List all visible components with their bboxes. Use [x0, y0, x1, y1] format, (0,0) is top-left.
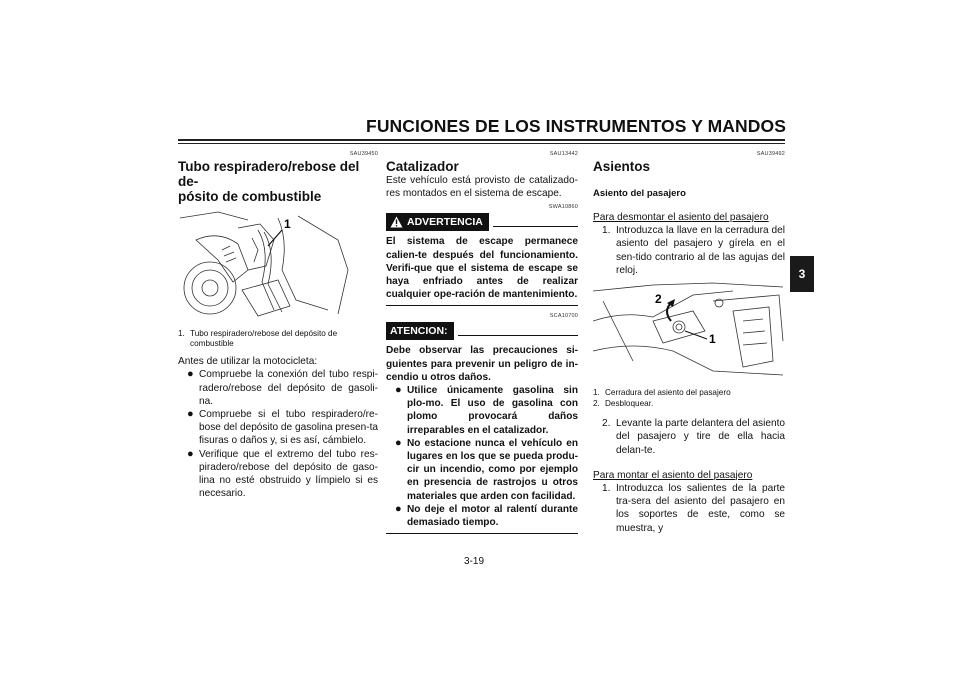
list-item: ● Compruebe la conexión del tubo respi-radero/rebose del depósito de gasoli-na.	[187, 368, 378, 407]
list-item: ● No deje el motor al ralentí durante demasiado tiempo.	[395, 502, 578, 529]
intro-text: Este vehículo está provisto de catalizado-res montados en el sistema de escape.	[386, 175, 578, 200]
bullet-icon: ●	[187, 447, 194, 460]
list-item: ● Compruebe si el tubo respiradero/re-bose del depósito de gasolina presen-ta fisuras o daños y, si es así, cámbielo.	[187, 408, 379, 447]
warning-banner-row	[386, 213, 578, 231]
column-catalyst	[386, 150, 578, 534]
warning-label: ADVERTENCIA	[407, 216, 483, 229]
caution-code: SCA10700	[549, 313, 578, 320]
chapter-tab: 3	[790, 256, 814, 292]
subheading: Asiento del pasajero	[593, 188, 686, 199]
page-number: 3-19	[464, 556, 485, 567]
step-item: 2. Levante la parte delantera del asiento del pasajero y tire de ella hacia delan-te.	[602, 418, 785, 456]
list-item: ● No estacione nunca el vehículo en lugares en los que se pueda produ-cir un incendio, como por ejemplo en presencia de rastrojos u otros materiales que arden con facilidad.	[395, 436, 578, 502]
section-code: SAU39492	[756, 151, 785, 157]
seat-lock-illustration	[593, 281, 785, 381]
section-code: SAU39450	[349, 151, 378, 157]
section-heading: Catalizador	[386, 159, 459, 174]
callout-1: 1	[284, 217, 291, 231]
warning-code: SWA10860	[548, 204, 578, 211]
breather-hose-illustration	[178, 210, 350, 320]
caption-number: 1.	[178, 329, 185, 339]
section-code: SAU13442	[549, 151, 578, 157]
list-item: ● Utilice únicamente gasolina sin plo-mo. El uso de gasolina con plomo provocará daños irreparables en el catalizador.	[395, 384, 578, 436]
bullet-icon: ●	[395, 384, 402, 397]
caution-banner-row	[386, 322, 578, 340]
warning-text: El sistema de escape permanece calien-te después del funcionamiento. Verifi-que que el sistema de escape se haya enfriado antes de realizar cualquier ope-ración de mantenimiento.	[386, 236, 578, 301]
figure-caption	[178, 329, 378, 349]
bullet-icon: ●	[395, 436, 402, 449]
procedure-title: Para montar el asiento del pasajero	[593, 469, 753, 481]
title-rule	[178, 139, 785, 141]
intro-text: Antes de utilizar la motocicleta:	[178, 356, 318, 368]
warning-end-rule	[386, 305, 578, 306]
figure-caption: 2. Desbloquear.	[593, 399, 654, 409]
banner-line	[458, 335, 578, 336]
warning-banner	[386, 213, 489, 231]
figure-caption: 1. Cerradura del asiento del pasajero	[593, 388, 731, 398]
bullet-icon: ●	[187, 368, 194, 381]
column-seats	[593, 150, 785, 535]
caution-end-rule	[386, 533, 578, 534]
caution-banner	[386, 322, 454, 340]
step-item: 1. Introduzca la llave en la cerradura del asiento del pasajero y gírela en el sen-tido contrario al de las agujas del reloj.	[602, 225, 785, 276]
section-heading	[178, 159, 378, 204]
section-heading: Asientos	[593, 159, 651, 174]
caution-text: Debe observar las precauciones si-guientes para prevenir un peligro de in-cendio u otros daños.	[386, 345, 578, 383]
bullet-icon: ●	[187, 408, 194, 421]
procedure-title: Para desmontar el asiento del pasajero	[593, 212, 769, 223]
title-rule-thin	[178, 143, 785, 144]
page-title: FUNCIONES DE LOS INSTRUMENTOS Y MANDOS	[366, 116, 786, 136]
caption-text: Tubo respiradero/rebose del depósito de combustible	[190, 329, 338, 349]
list-item: ● Verifique que el extremo del tubo res-piradero/rebose del depósito de gaso-lina no esté obstruido y límpielo si es necesario.	[187, 447, 378, 500]
warning-triangle-icon	[390, 216, 403, 228]
heading-line-2: pósito de combustible	[178, 189, 322, 204]
callout-1: 1	[709, 332, 716, 347]
step-item: 1. Introduzca los salientes de la parte tra-sera del asiento del pasajero en los soportes de este, como se muestra, y	[602, 483, 785, 534]
callout-2: 2	[655, 292, 662, 307]
bullet-icon: ●	[395, 502, 402, 515]
column-fuel-breather	[178, 150, 378, 500]
banner-line	[493, 226, 578, 227]
heading-line-1: Tubo respiradero/rebose del de-	[178, 159, 360, 189]
caution-label: ATENCION:	[390, 325, 448, 338]
